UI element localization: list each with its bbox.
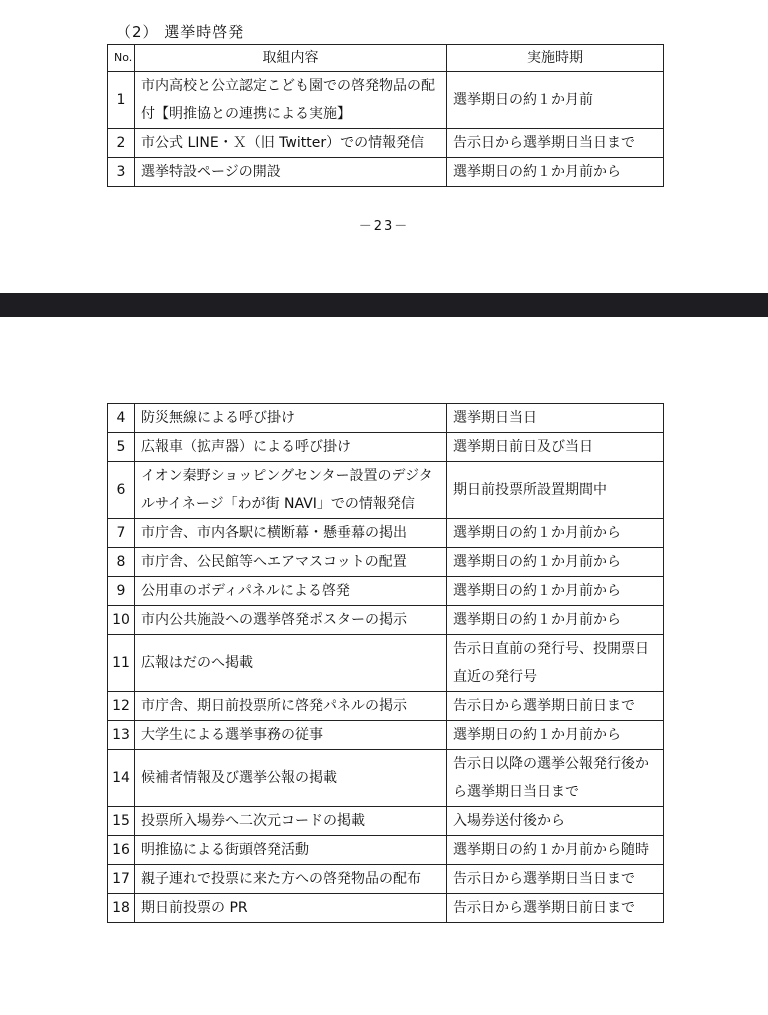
row-number: 16: [108, 836, 135, 865]
row-number: 18: [108, 894, 135, 923]
row-timing: 選挙期日の約１か月前から: [447, 721, 664, 750]
row-number: 9: [108, 577, 135, 606]
table-row: [108, 404, 664, 433]
row-number: 11: [108, 635, 135, 692]
row-content: 市庁舎、期日前投票所に啓発パネルの掲示: [135, 692, 447, 721]
row-timing: 選挙期日の約１か月前: [447, 72, 664, 129]
row-number: 14: [108, 750, 135, 807]
table-election-activities-2: [107, 403, 664, 923]
row-content: 防災無線による呼び掛け: [135, 404, 447, 433]
row-timing: 告示日から選挙期日当日まで: [447, 129, 664, 158]
row-timing: 期日前投票所設置期間中: [447, 462, 664, 519]
table-election-activities-1: [107, 44, 664, 187]
row-content: 大学生による選挙事務の従事: [135, 721, 447, 750]
row-content: 公用車のボディパネルによる啓発: [135, 577, 447, 606]
row-timing: 入場券送付後から: [447, 807, 664, 836]
row-timing: 選挙期日の約１か月前から: [447, 548, 664, 577]
row-timing: 選挙期日の約１か月前から随時: [447, 836, 664, 865]
row-content: 市内高校と公立認定こども園での啓発物品の配付【明推協との連携による実施】: [135, 72, 447, 129]
row-timing: 選挙期日前日及び当日: [447, 433, 664, 462]
table-row: [108, 692, 664, 721]
row-number: 3: [108, 158, 135, 187]
row-content: 市内公共施設への選挙啓発ポスターの掲示: [135, 606, 447, 635]
row-content: 期日前投票の PR: [135, 894, 447, 923]
row-number: 8: [108, 548, 135, 577]
section-title: （2） 選挙時啓発: [116, 23, 245, 41]
row-content: 広報車（拡声器）による呼び掛け: [135, 433, 447, 462]
row-number: 1: [108, 72, 135, 129]
row-content: 明推協による街頭啓発活動: [135, 836, 447, 865]
row-content: 投票所入場券へ二次元コードの掲載: [135, 807, 447, 836]
header-no: No.: [108, 45, 135, 72]
table-row: [108, 807, 664, 836]
table-row: [108, 72, 664, 129]
table-row: [108, 462, 664, 519]
page-number: －23－: [358, 219, 410, 234]
row-number: 6: [108, 462, 135, 519]
row-content: 市公式 LINE・Ｘ（旧 Twitter）での情報発信: [135, 129, 447, 158]
header-content: 取組内容: [135, 45, 447, 72]
row-content: イオン秦野ショッピングセンター設置のデジタルサイネージ「わが街 NAVI」での情報発信: [135, 462, 447, 519]
row-content: 候補者情報及び選挙公報の掲載: [135, 750, 447, 807]
table-row: [108, 433, 664, 462]
table-row: [108, 548, 664, 577]
row-timing: 告示日以降の選挙公報発行後から選挙期日当日まで: [447, 750, 664, 807]
row-timing: 選挙期日当日: [447, 404, 664, 433]
row-number: 2: [108, 129, 135, 158]
row-timing: 選挙期日の約１か月前から: [447, 158, 664, 187]
row-timing: 選挙期日の約１か月前から: [447, 519, 664, 548]
page-divider: [0, 293, 768, 317]
row-content: 親子連れで投票に来た方への啓発物品の配布: [135, 865, 447, 894]
row-number: 4: [108, 404, 135, 433]
header-timing: 実施時期: [447, 45, 664, 72]
table-row: [108, 129, 664, 158]
table-row: [108, 721, 664, 750]
row-content: 市庁舎、市内各駅に横断幕・懸垂幕の掲出: [135, 519, 447, 548]
row-content: 市庁舎、公民館等へエアマスコットの配置: [135, 548, 447, 577]
row-number: 15: [108, 807, 135, 836]
table-row: [108, 865, 664, 894]
row-number: 5: [108, 433, 135, 462]
row-timing: 選挙期日の約１か月前から: [447, 577, 664, 606]
table-header-row: [108, 45, 664, 72]
row-timing: 告示日から選挙期日前日まで: [447, 894, 664, 923]
table-row: [108, 577, 664, 606]
row-number: 10: [108, 606, 135, 635]
row-number: 17: [108, 865, 135, 894]
table-row: [108, 158, 664, 187]
row-timing: 告示日から選挙期日前日まで: [447, 692, 664, 721]
table-row: [108, 836, 664, 865]
table-row: [108, 635, 664, 692]
table-row: [108, 894, 664, 923]
row-content: 選挙特設ページの開設: [135, 158, 447, 187]
row-number: 12: [108, 692, 135, 721]
row-timing: 告示日から選挙期日当日まで: [447, 865, 664, 894]
table-row: [108, 519, 664, 548]
row-number: 13: [108, 721, 135, 750]
row-content: 広報はだのへ掲載: [135, 635, 447, 692]
table-row: [108, 750, 664, 807]
row-timing: 告示日直前の発行号、投開票日直近の発行号: [447, 635, 664, 692]
row-number: 7: [108, 519, 135, 548]
row-timing: 選挙期日の約１か月前から: [447, 606, 664, 635]
table-row: [108, 606, 664, 635]
